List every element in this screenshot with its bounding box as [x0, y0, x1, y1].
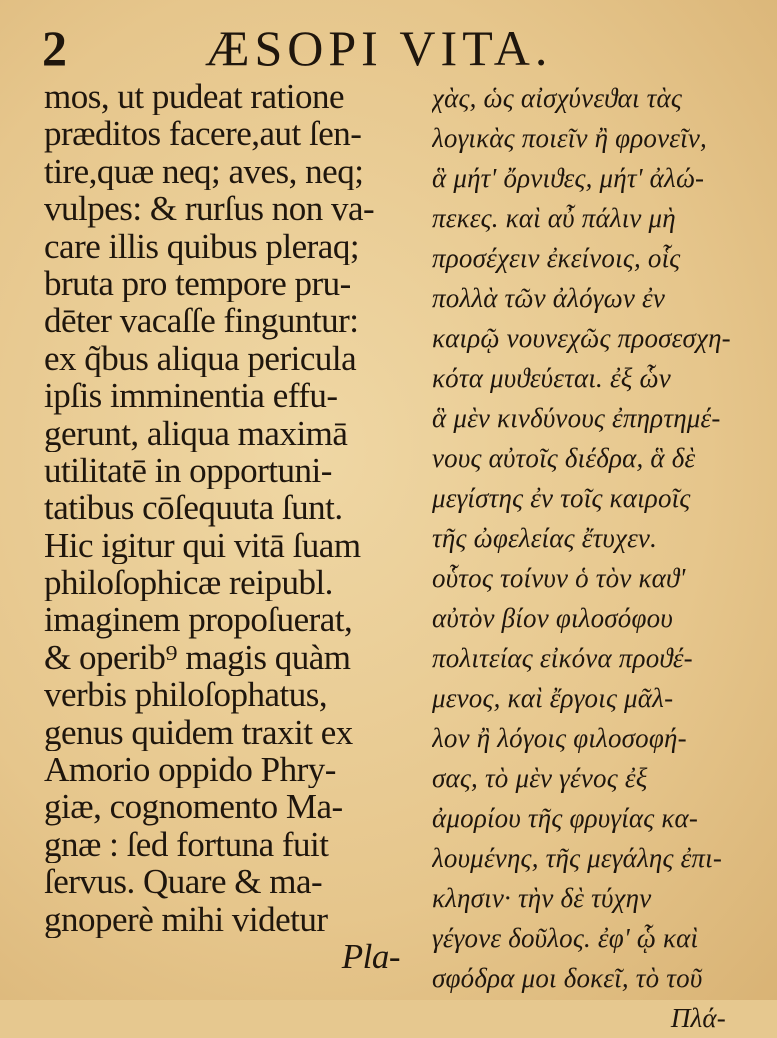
greek-line: ἃ μὲν κινδύνους ἐπηρτημέ- [432, 403, 721, 433]
latin-line: gerunt, aliqua maximā [44, 414, 348, 452]
page-header [0, 14, 777, 74]
page-number: 2 [42, 20, 67, 76]
greek-line: προσέχειν ἐκείνοις, οἷς [432, 243, 681, 273]
greek-line: λουμένης, τῆς μεγάλης ἐπι- [432, 843, 723, 873]
greek-line: καιρῷ νουνεχῶς προσεσχη- [432, 323, 731, 353]
latin-line: mos, ut pudeat ratione [44, 78, 345, 116]
latin-line: præditos facere,aut ſen- [44, 115, 362, 153]
greek-line: ἀμορίου τῆς φρυγίας κα- [432, 803, 699, 833]
greek-line: ἃ μήτ' ὄρνιϑες, μήτ' ἀλώ- [432, 163, 705, 193]
latin-line: gnoperè mihi videtur [44, 900, 328, 938]
greek-line: μεγίστης ἐν τοῖς καιροῖς [432, 483, 691, 513]
latin-line: genus quidem traxit ex [44, 713, 353, 752]
latin-line: & operib⁹ magis quàm [44, 638, 351, 677]
greek-text-column [432, 78, 762, 1038]
latin-line: Pla- [341, 937, 400, 976]
greek-line: μενος, καὶ ἔργοις μᾶλ- [432, 683, 674, 713]
latin-line: vulpes: & rurſus non va- [44, 190, 375, 228]
greek-line: λογικὰς ποιεῖν ἢ φρονεῖν, [432, 123, 707, 153]
latin-line: tatibus cōſequuta ſunt. [44, 489, 343, 527]
latin-line: giæ, cognomento Ma- [44, 788, 343, 826]
greek-line: Πλά- [670, 1003, 726, 1033]
greek-line: οὗτος τοίνυν ὁ τὸν καϑ' [432, 563, 686, 593]
greek-line: κλησιν· τὴν δὲ τύχην [432, 883, 652, 913]
latin-line: Amorio oppido Phry- [44, 751, 336, 789]
running-title: ÆSOPI VITA. [205, 20, 553, 76]
latin-line: philoſophicæ reipubl. [44, 564, 333, 602]
latin-line: dēter vacaſſe finguntur: [44, 302, 359, 340]
latin-line: verbis philoſophatus, [44, 676, 328, 714]
latin-line: tire,quæ neq; aves, neq; [44, 152, 364, 191]
latin-line: ex q̃bus aliqua pericula [44, 339, 357, 378]
greek-line: κότα μυϑεύεται. ἐξ ὧν [432, 363, 671, 393]
latin-line: Hic igitur qui vitā ſuam [44, 526, 361, 565]
latin-line: ipſis imminentia effu- [44, 377, 338, 415]
latin-text-column [44, 78, 414, 975]
greek-line: τῆς ὠφελείας ἔτυχεν. [432, 523, 658, 553]
latin-line: imaginem propoſuerat, [44, 601, 353, 639]
greek-line: σφόδρα μοι δοκεῖ, τὸ τοῦ [432, 963, 703, 993]
greek-line: πεκες. καὶ αὖ πάλιν μὴ [432, 203, 676, 233]
greek-line: νους αὐτοῖς διέδρα, ἃ δὲ [432, 443, 696, 473]
greek-line: πολιτείας εἰκόνα προϑέ- [432, 643, 693, 673]
greek-line: πολλὰ τῶν ἀλόγων ἐν [432, 283, 666, 313]
latin-line: bruta pro tempore pru- [44, 264, 351, 303]
greek-line: λον ἢ λόγοις φιλοσοφή- [432, 723, 687, 753]
latin-line: gnæ : ſed fortuna fuit [44, 825, 329, 864]
greek-line: αὐτὸν βίον φιλοσόφου [432, 603, 673, 633]
greek-line: σας, τὸ μὲν γένος ἐξ [432, 763, 648, 793]
latin-line: utilitatē in opportuni- [44, 451, 332, 490]
greek-line: χὰς, ὡς αἰσχύνεϑαι τὰς [432, 83, 683, 113]
greek-line: γέγονε δοῦλος. ἐφ' ᾧ καὶ [432, 923, 699, 953]
latin-line: ſervus. Quare & ma- [44, 863, 323, 901]
latin-line: care illis quibus pleraq; [44, 227, 360, 265]
